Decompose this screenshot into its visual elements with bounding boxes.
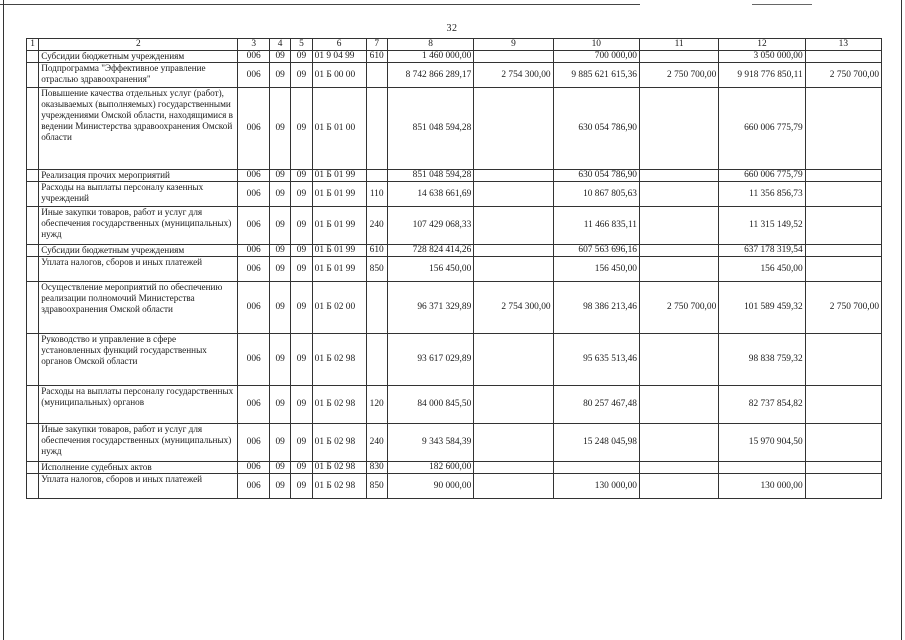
subsection-cell: 09 <box>291 386 312 424</box>
section-cell: 09 <box>269 474 290 499</box>
column-header-8: 8 <box>387 39 473 51</box>
subsection-cell: 09 <box>291 88 312 170</box>
table-row <box>27 334 882 386</box>
table-row <box>27 424 882 462</box>
subsection-cell: 09 <box>291 170 312 182</box>
row-index-cell <box>27 282 39 334</box>
row-index-cell <box>27 88 39 170</box>
admin-code-cell: 006 <box>238 334 270 386</box>
column-header-1: 1 <box>27 39 39 51</box>
amount-col9-cell <box>474 334 553 386</box>
amount-col11-cell <box>639 245 718 257</box>
top-rule-short <box>752 4 812 5</box>
amount-col13-cell <box>805 182 881 207</box>
row-index-cell <box>27 462 39 474</box>
item-name-cell: Осуществление мероприятий по обеспечению реализации полномочий Министерства здравоохранения Омской области <box>39 282 238 334</box>
admin-code-cell: 006 <box>238 63 270 88</box>
amount-col9-cell <box>474 462 553 474</box>
subsection-cell: 09 <box>291 424 312 462</box>
amount-col8-cell: 851 048 594,28 <box>387 170 473 182</box>
amount-col9-cell: 2 754 300,00 <box>474 282 553 334</box>
expense-type-cell <box>366 282 387 334</box>
admin-code-cell: 006 <box>238 462 270 474</box>
target-item-cell: 01 9 04 99 <box>312 51 366 63</box>
target-item-cell: 01 Б 02 98 <box>312 386 366 424</box>
expense-type-cell: 240 <box>366 207 387 245</box>
admin-code-cell: 006 <box>238 207 270 245</box>
amount-col9-cell <box>474 424 553 462</box>
amount-col9-cell <box>474 257 553 282</box>
amount-col13-cell <box>805 386 881 424</box>
item-name-cell: Исполнение судебных актов <box>39 462 238 474</box>
section-cell: 09 <box>269 63 290 88</box>
amount-col8-cell: 90 000,00 <box>387 474 473 499</box>
admin-code-cell: 006 <box>238 474 270 499</box>
subsection-cell: 09 <box>291 474 312 499</box>
amount-col12-cell: 156 450,00 <box>719 257 805 282</box>
amount-col8-cell: 93 617 029,89 <box>387 334 473 386</box>
amount-col10-cell: 700 000,00 <box>553 51 639 63</box>
amount-col9-cell <box>474 245 553 257</box>
header-row <box>27 39 882 51</box>
amount-col11-cell <box>639 51 718 63</box>
subsection-cell: 09 <box>291 257 312 282</box>
table-row <box>27 207 882 245</box>
expense-type-cell: 850 <box>366 474 387 499</box>
item-name-cell: Субсидии бюджетным учреждениям <box>39 51 238 63</box>
admin-code-cell: 006 <box>238 424 270 462</box>
amount-col13-cell <box>805 51 881 63</box>
table-row <box>27 257 882 282</box>
amount-col9-cell <box>474 386 553 424</box>
amount-col8-cell: 851 048 594,28 <box>387 88 473 170</box>
column-header-3: 3 <box>238 39 270 51</box>
amount-col8-cell: 728 824 414,26 <box>387 245 473 257</box>
amount-col11-cell <box>639 88 718 170</box>
admin-code-cell: 006 <box>238 88 270 170</box>
row-index-cell <box>27 207 39 245</box>
subsection-cell: 09 <box>291 63 312 88</box>
row-index-cell <box>27 386 39 424</box>
item-name-cell: Руководство и управление в сфере установленных функций государственных органов Омской области <box>39 334 238 386</box>
amount-col11-cell <box>639 182 718 207</box>
amount-col11-cell <box>639 424 718 462</box>
amount-col13-cell <box>805 245 881 257</box>
expense-type-cell: 610 <box>366 51 387 63</box>
section-cell: 09 <box>269 386 290 424</box>
target-item-cell: 01 Б 02 98 <box>312 462 366 474</box>
amount-col13-cell <box>805 334 881 386</box>
row-index-cell <box>27 474 39 499</box>
amount-col8-cell: 9 343 584,39 <box>387 424 473 462</box>
amount-col12-cell: 11 315 149,52 <box>719 207 805 245</box>
subsection-cell: 09 <box>291 51 312 63</box>
amount-col10-cell: 11 466 835,11 <box>553 207 639 245</box>
item-name-cell: Иные закупки товаров, работ и услуг для обеспечения государственных (муниципальных) нужд <box>39 424 238 462</box>
table-row <box>27 51 882 63</box>
amount-col8-cell: 107 429 068,33 <box>387 207 473 245</box>
admin-code-cell: 006 <box>238 282 270 334</box>
amount-col13-cell <box>805 257 881 282</box>
amount-col13-cell: 2 750 700,00 <box>805 63 881 88</box>
amount-col8-cell: 96 371 329,89 <box>387 282 473 334</box>
table-row <box>27 170 882 182</box>
amount-col12-cell: 98 838 759,32 <box>719 334 805 386</box>
column-header-13: 13 <box>805 39 881 51</box>
amount-col10-cell: 156 450,00 <box>553 257 639 282</box>
table-row <box>27 88 882 170</box>
amount-col13-cell <box>805 170 881 182</box>
amount-col10-cell: 98 386 213,46 <box>553 282 639 334</box>
amount-col10-cell: 15 248 045,98 <box>553 424 639 462</box>
column-header-7: 7 <box>366 39 387 51</box>
section-cell: 09 <box>269 462 290 474</box>
amount-col13-cell <box>805 88 881 170</box>
amount-col11-cell <box>639 257 718 282</box>
amount-col12-cell: 15 970 904,50 <box>719 424 805 462</box>
row-index-cell <box>27 245 39 257</box>
section-cell: 09 <box>269 245 290 257</box>
page-number: 32 <box>446 23 458 34</box>
target-item-cell: 01 Б 02 98 <box>312 334 366 386</box>
amount-col12-cell: 637 178 319,54 <box>719 245 805 257</box>
section-cell: 09 <box>269 207 290 245</box>
amount-col8-cell: 1 460 000,00 <box>387 51 473 63</box>
amount-col9-cell <box>474 88 553 170</box>
amount-col10-cell: 9 885 621 615,36 <box>553 63 639 88</box>
subsection-cell: 09 <box>291 182 312 207</box>
column-header-4: 4 <box>269 39 290 51</box>
section-cell: 09 <box>269 424 290 462</box>
amount-col10-cell <box>553 462 639 474</box>
amount-col10-cell: 80 257 467,48 <box>553 386 639 424</box>
amount-col13-cell <box>805 207 881 245</box>
section-cell: 09 <box>269 170 290 182</box>
target-item-cell: 01 Б 01 99 <box>312 182 366 207</box>
amount-col8-cell: 156 450,00 <box>387 257 473 282</box>
expense-type-cell <box>366 88 387 170</box>
target-item-cell: 01 Б 01 99 <box>312 257 366 282</box>
amount-col9-cell <box>474 207 553 245</box>
expense-type-cell <box>366 170 387 182</box>
amount-col10-cell: 630 054 786,90 <box>553 170 639 182</box>
target-item-cell: 01 Б 01 99 <box>312 207 366 245</box>
amount-col13-cell <box>805 462 881 474</box>
admin-code-cell: 006 <box>238 51 270 63</box>
amount-col12-cell: 101 589 459,32 <box>719 282 805 334</box>
target-item-cell: 01 Б 02 98 <box>312 424 366 462</box>
row-index-cell <box>27 51 39 63</box>
admin-code-cell: 006 <box>238 245 270 257</box>
admin-code-cell: 006 <box>238 182 270 207</box>
admin-code-cell: 006 <box>238 170 270 182</box>
top-rule <box>0 4 640 5</box>
column-header-11: 11 <box>639 39 718 51</box>
budget-table <box>26 38 882 499</box>
expense-type-cell: 120 <box>366 386 387 424</box>
amount-col10-cell: 95 635 513,46 <box>553 334 639 386</box>
table-row <box>27 182 882 207</box>
amount-col11-cell <box>639 474 718 499</box>
item-name-cell: Расходы на выплаты персоналу казенных учреждений <box>39 182 238 207</box>
column-header-2: 2 <box>39 39 238 51</box>
section-cell: 09 <box>269 282 290 334</box>
column-header-9: 9 <box>474 39 553 51</box>
amount-col9-cell <box>474 51 553 63</box>
amount-col9-cell <box>474 170 553 182</box>
section-cell: 09 <box>269 88 290 170</box>
target-item-cell: 01 Б 02 98 <box>312 474 366 499</box>
amount-col12-cell: 82 737 854,82 <box>719 386 805 424</box>
amount-col10-cell: 130 000,00 <box>553 474 639 499</box>
subsection-cell: 09 <box>291 207 312 245</box>
right-scan-edge <box>901 0 902 640</box>
amount-col8-cell: 182 600,00 <box>387 462 473 474</box>
expense-type-cell <box>366 334 387 386</box>
amount-col8-cell: 14 638 661,69 <box>387 182 473 207</box>
expense-type-cell <box>366 63 387 88</box>
target-item-cell: 01 Б 00 00 <box>312 63 366 88</box>
section-cell: 09 <box>269 182 290 207</box>
table-row <box>27 63 882 88</box>
section-cell: 09 <box>269 257 290 282</box>
table-row <box>27 462 882 474</box>
amount-col12-cell: 660 006 775,79 <box>719 170 805 182</box>
item-name-cell: Расходы на выплаты персоналу государственных (муниципальных) органов <box>39 386 238 424</box>
amount-col11-cell <box>639 170 718 182</box>
column-header-10: 10 <box>553 39 639 51</box>
expense-type-cell: 110 <box>366 182 387 207</box>
amount-col13-cell <box>805 474 881 499</box>
target-item-cell: 01 Б 01 00 <box>312 88 366 170</box>
amount-col10-cell: 607 563 696,16 <box>553 245 639 257</box>
item-name-cell: Уплата налогов, сборов и иных платежей <box>39 474 238 499</box>
target-item-cell: 01 Б 01 99 <box>312 170 366 182</box>
target-item-cell: 01 Б 02 00 <box>312 282 366 334</box>
row-index-cell <box>27 182 39 207</box>
admin-code-cell: 006 <box>238 257 270 282</box>
amount-col12-cell: 660 006 775,79 <box>719 88 805 170</box>
subsection-cell: 09 <box>291 334 312 386</box>
section-cell: 09 <box>269 334 290 386</box>
row-index-cell <box>27 334 39 386</box>
amount-col12-cell: 3 050 000,00 <box>719 51 805 63</box>
amount-col10-cell: 630 054 786,90 <box>553 88 639 170</box>
item-name-cell: Иные закупки товаров, работ и услуг для обеспечения государственных (муниципальных) нужд <box>39 207 238 245</box>
amount-col8-cell: 8 742 866 289,17 <box>387 63 473 88</box>
table-row <box>27 282 882 334</box>
amount-col12-cell: 9 918 776 850,11 <box>719 63 805 88</box>
amount-col13-cell: 2 750 700,00 <box>805 282 881 334</box>
amount-col12-cell: 130 000,00 <box>719 474 805 499</box>
column-header-12: 12 <box>719 39 805 51</box>
column-header-5: 5 <box>291 39 312 51</box>
amount-col9-cell <box>474 182 553 207</box>
amount-col13-cell <box>805 424 881 462</box>
amount-col11-cell <box>639 334 718 386</box>
item-name-cell: Уплата налогов, сборов и иных платежей <box>39 257 238 282</box>
table-row <box>27 474 882 499</box>
item-name-cell: Реализация прочих мероприятий <box>39 170 238 182</box>
amount-col12-cell <box>719 462 805 474</box>
amount-col9-cell: 2 754 300,00 <box>474 63 553 88</box>
subsection-cell: 09 <box>291 462 312 474</box>
target-item-cell: 01 Б 01 99 <box>312 245 366 257</box>
expense-type-cell: 830 <box>366 462 387 474</box>
amount-col9-cell <box>474 474 553 499</box>
amount-col10-cell: 10 867 805,63 <box>553 182 639 207</box>
item-name-cell: Повышение качества отдельных услуг (работ), оказываемых (выполняемых) государственными учреждениями Омской области, находящимися в ведении Министерства здравоохранения Омской области <box>39 88 238 170</box>
amount-col11-cell: 2 750 700,00 <box>639 282 718 334</box>
row-index-cell <box>27 424 39 462</box>
row-index-cell <box>27 170 39 182</box>
amount-col11-cell <box>639 207 718 245</box>
amount-col11-cell <box>639 386 718 424</box>
expense-type-cell: 240 <box>366 424 387 462</box>
expense-type-cell: 610 <box>366 245 387 257</box>
amount-col11-cell <box>639 462 718 474</box>
expense-type-cell: 850 <box>366 257 387 282</box>
subsection-cell: 09 <box>291 245 312 257</box>
left-scan-edge <box>3 0 4 640</box>
admin-code-cell: 006 <box>238 386 270 424</box>
amount-col12-cell: 11 356 856,73 <box>719 182 805 207</box>
item-name-cell: Подпрограмма "Эффективное управление отраслью здравоохранения" <box>39 63 238 88</box>
column-header-6: 6 <box>312 39 366 51</box>
section-cell: 09 <box>269 51 290 63</box>
row-index-cell <box>27 63 39 88</box>
subsection-cell: 09 <box>291 282 312 334</box>
item-name-cell: Субсидии бюджетным учреждениям <box>39 245 238 257</box>
amount-col8-cell: 84 000 845,50 <box>387 386 473 424</box>
amount-col11-cell: 2 750 700,00 <box>639 63 718 88</box>
table-row <box>27 245 882 257</box>
table-row <box>27 386 882 424</box>
row-index-cell <box>27 257 39 282</box>
